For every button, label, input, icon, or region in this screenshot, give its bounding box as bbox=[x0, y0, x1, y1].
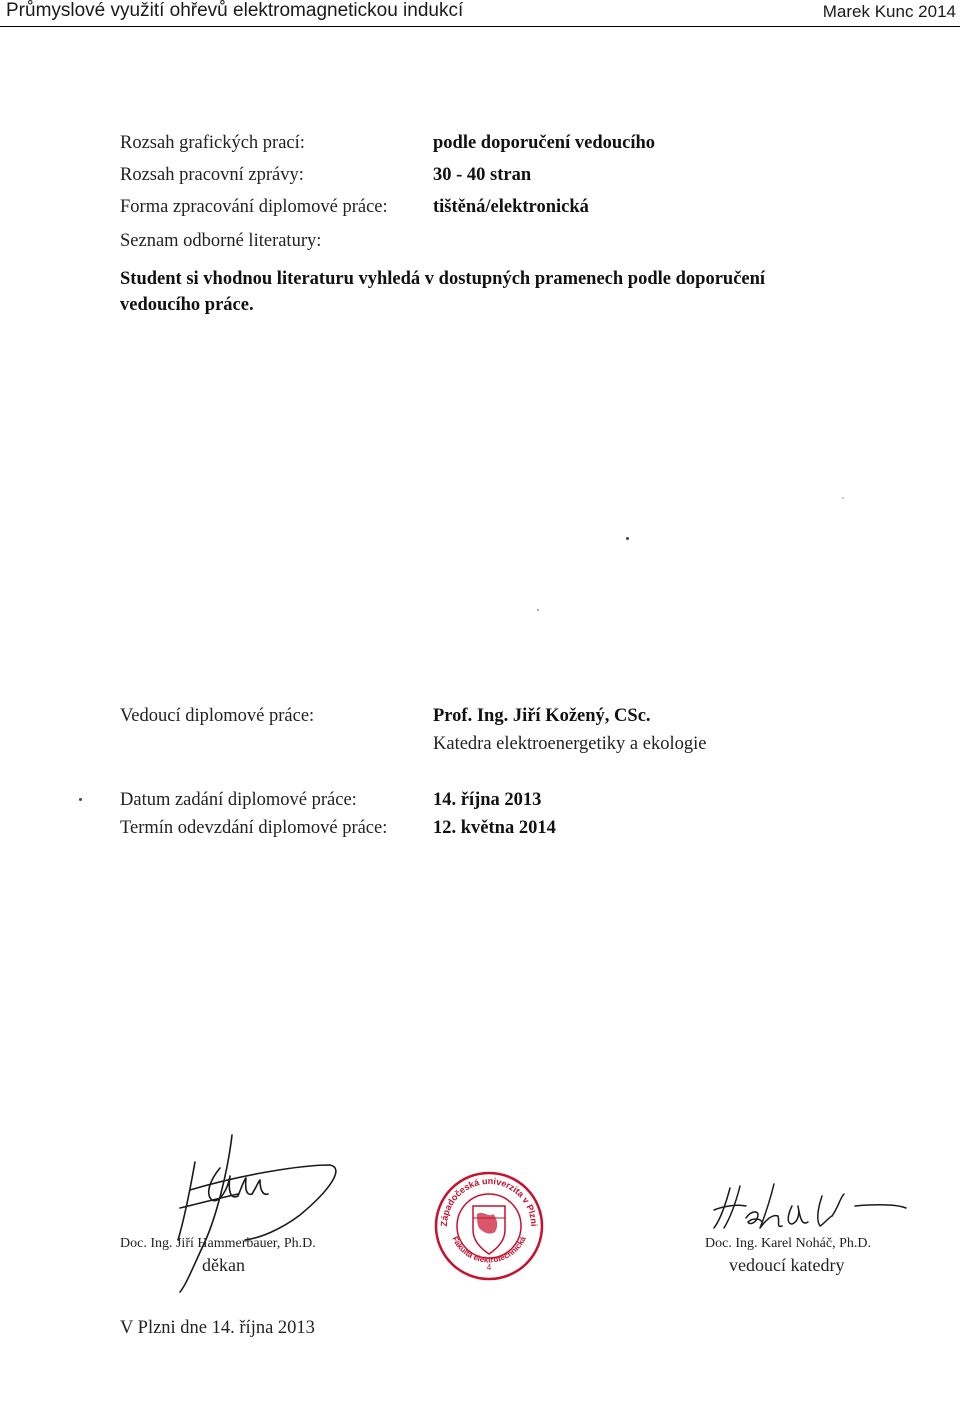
report-label: Rozsah pracovní zprávy: bbox=[120, 165, 304, 185]
supervisor-department: Katedra elektroenergetiky a ekologie bbox=[433, 734, 707, 754]
stamp-number: 4 bbox=[486, 1263, 492, 1272]
document-author: Marek Kunc 2014 bbox=[822, 2, 956, 21]
literature-text: Student si vhodnou literaturu vyhledá v dostupných pramenech podle doporučení vedoucího práce. bbox=[120, 269, 766, 315]
place-date: V Plzni dne 14. října 2013 bbox=[120, 1318, 315, 1338]
report-value: 30 - 40 stran bbox=[433, 165, 532, 185]
supervisor-name: Prof. Ing. Jiří Kožený, CSc. bbox=[433, 706, 651, 726]
document-title: Průmyslové využití ohřevů elektromagnetickou indukcí bbox=[6, 0, 464, 21]
assigned-date-label: Datum zadání diplomové práce: bbox=[120, 790, 357, 810]
graphics-value: podle doporučení vedoucího bbox=[433, 133, 656, 153]
assigned-date-value: 14. října 2013 bbox=[433, 790, 542, 810]
due-date-label: Termín odevzdání diplomové práce: bbox=[120, 818, 388, 838]
dean-role: děkan bbox=[202, 1255, 245, 1275]
dean-signature bbox=[150, 1130, 390, 1310]
form-value: tištěná/elektronická bbox=[433, 197, 589, 217]
head-role: vedoucí katedry bbox=[729, 1255, 845, 1275]
svg-text:Fakulta elektrotechnická: Fakulta elektrotechnická bbox=[450, 1234, 528, 1265]
scan-speck bbox=[626, 537, 629, 540]
head-signature bbox=[700, 1178, 910, 1238]
scan-speck bbox=[537, 609, 539, 611]
university-stamp bbox=[433, 1170, 545, 1282]
scan-speck bbox=[79, 798, 82, 801]
dean-name: Doc. Ing. Jiří Hammerbauer, Ph.D. bbox=[120, 1236, 316, 1251]
svg-text:Západočeská univerzita v Plzni: Západočeská univerzita v Plzni bbox=[438, 1175, 540, 1227]
due-date-value: 12. května 2014 bbox=[433, 818, 556, 838]
literature-label: Seznam odborné literatury: bbox=[120, 231, 322, 251]
supervisor-label: Vedoucí diplomové práce: bbox=[120, 706, 315, 726]
head-name: Doc. Ing. Karel Noháč, Ph.D. bbox=[705, 1236, 872, 1251]
scan-speck bbox=[842, 497, 844, 499]
graphics-label: Rozsah grafických prací: bbox=[120, 133, 305, 153]
form-label: Forma zpracování diplomové práce: bbox=[120, 197, 388, 217]
page-header bbox=[0, 0, 960, 27]
